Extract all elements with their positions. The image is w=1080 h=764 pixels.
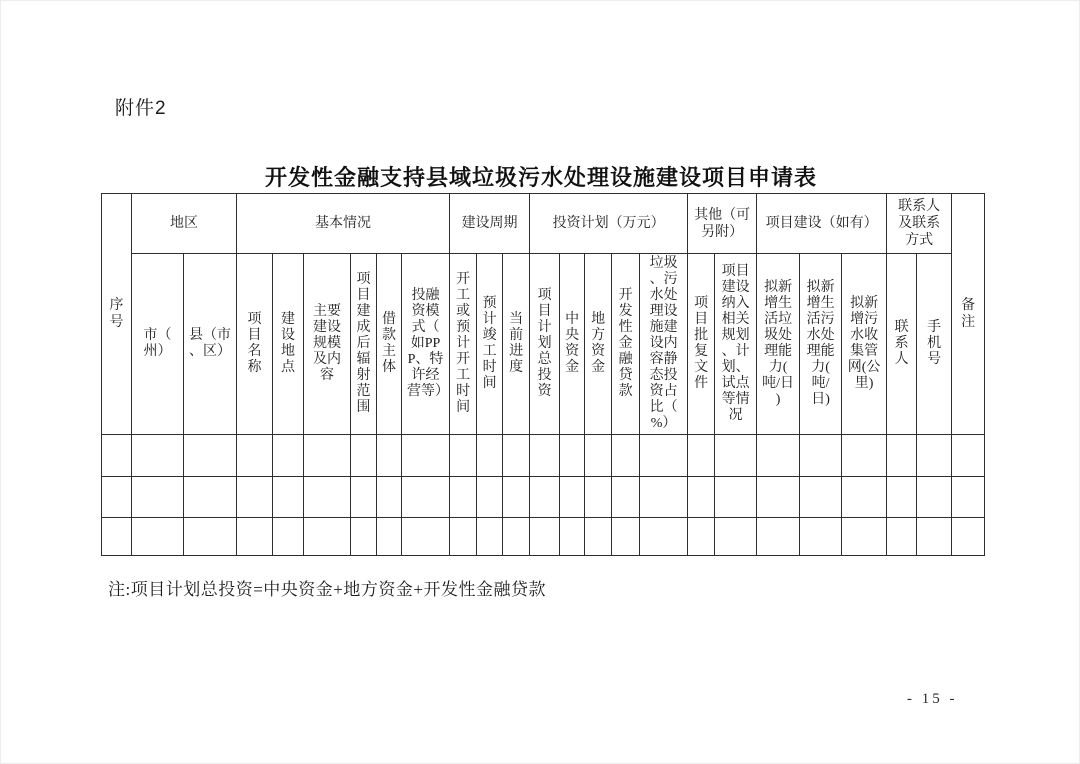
group-header-contact-info: 联系人及联系方式 (887, 194, 952, 254)
empty-cell (757, 477, 800, 518)
col-header-mobile-number: 手机号 (917, 254, 952, 435)
col-header-total-planned-investment: 项目计划总投资 (530, 254, 560, 435)
col-header-new-waste-capacity: 拟新增生活垃圾处理能力(吨/日) (757, 254, 800, 435)
empty-cell (503, 477, 530, 518)
col-header-borrower: 借款主体 (377, 254, 402, 435)
empty-cell (184, 435, 237, 477)
empty-cell (273, 518, 304, 556)
col-header-county: 县（市、区） (184, 254, 237, 435)
empty-cell (503, 518, 530, 556)
col-header-radiation-range: 项目建成后辐射范围 (351, 254, 377, 435)
col-header-scale-and-content: 主要建设规模及内容 (304, 254, 351, 435)
empty-cell (612, 518, 640, 556)
empty-cell (132, 518, 184, 556)
col-header-serial-number: 序号 (102, 194, 132, 435)
empty-cell (560, 435, 585, 477)
empty-cell (477, 518, 503, 556)
col-header-new-sewage-capacity: 拟新增生活污水处理能力(吨/日) (800, 254, 842, 435)
empty-cell (585, 435, 612, 477)
empty-cell (304, 477, 351, 518)
empty-cell (351, 435, 377, 477)
empty-cell (102, 477, 132, 518)
empty-cell (800, 477, 842, 518)
group-header-construction-period: 建设周期 (450, 194, 530, 254)
group-header-basic-info: 基本情况 (237, 194, 450, 254)
col-header-development-finance-loan: 开发性金融贷款 (612, 254, 640, 435)
group-header-other: 其他（可另附） (688, 194, 757, 254)
empty-cell (184, 518, 237, 556)
empty-cell (184, 477, 237, 518)
empty-cell (688, 518, 715, 556)
empty-cell (952, 477, 985, 518)
table-body (102, 435, 985, 556)
empty-cell (585, 518, 612, 556)
page-number: - 15 - (907, 691, 958, 707)
empty-cell (402, 435, 450, 477)
empty-cell (530, 477, 560, 518)
col-header-planning-inclusion: 项目建设纳入相关规划、计划、试点等情况 (715, 254, 757, 435)
col-header-project-name: 项目名称 (237, 254, 273, 435)
empty-cell (132, 435, 184, 477)
empty-cell (402, 477, 450, 518)
empty-cell (273, 435, 304, 477)
empty-cell (842, 477, 887, 518)
empty-cell (351, 518, 377, 556)
empty-cell (377, 477, 402, 518)
empty-cell (917, 518, 952, 556)
empty-cell (917, 477, 952, 518)
empty-cell (715, 518, 757, 556)
col-header-start-time: 开工或预计开工时间 (450, 254, 477, 435)
col-header-remarks: 备注 (952, 194, 985, 435)
empty-cell (450, 518, 477, 556)
empty-cell (503, 435, 530, 477)
empty-cell (917, 435, 952, 477)
empty-cell (612, 435, 640, 477)
empty-cell (477, 477, 503, 518)
empty-cell (757, 435, 800, 477)
empty-cell (688, 435, 715, 477)
empty-cell (640, 435, 688, 477)
attachment-label: 附件2 (115, 98, 167, 119)
empty-cell (640, 477, 688, 518)
empty-cell (237, 518, 273, 556)
empty-cell (237, 435, 273, 477)
empty-cell (800, 518, 842, 556)
table-row (102, 518, 985, 556)
empty-cell (377, 435, 402, 477)
empty-cell (560, 518, 585, 556)
col-header-current-progress: 当前进度 (503, 254, 530, 435)
empty-cell (402, 518, 450, 556)
empty-cell (887, 435, 917, 477)
group-header-region: 地区 (132, 194, 237, 254)
empty-cell (715, 435, 757, 477)
empty-cell (640, 518, 688, 556)
col-header-local-funds: 地方资金 (585, 254, 612, 435)
col-header-central-funds: 中央资金 (560, 254, 585, 435)
empty-cell (102, 518, 132, 556)
empty-cell (530, 518, 560, 556)
col-header-completion-time: 预计竣工时间 (477, 254, 503, 435)
empty-cell (887, 477, 917, 518)
empty-cell (273, 477, 304, 518)
col-header-static-investment-ratio: 垃圾、污水处理设施建设内容静态投资占比（%） (640, 254, 688, 435)
empty-cell (450, 435, 477, 477)
empty-cell (304, 435, 351, 477)
empty-cell (477, 435, 503, 477)
empty-cell (842, 435, 887, 477)
document-title: 开发性金融支持县域垃圾污水处理设施建设项目申请表 (264, 165, 817, 190)
empty-cell (237, 477, 273, 518)
empty-cell (102, 435, 132, 477)
group-header-project-construction: 项目建设（如有） (757, 194, 887, 254)
empty-cell (530, 435, 560, 477)
col-header-new-pipeline-network: 拟新增污水收集管网(公里) (842, 254, 887, 435)
empty-cell (377, 518, 402, 556)
empty-cell (612, 477, 640, 518)
footnote: 注:项目计划总投资=中央资金+地方资金+开发性金融贷款 (108, 580, 546, 599)
col-header-contact-person: 联系人 (887, 254, 917, 435)
table-row (102, 477, 985, 518)
empty-cell (715, 477, 757, 518)
empty-cell (585, 477, 612, 518)
application-table (101, 193, 985, 556)
col-header-city-state: 市（州） (132, 254, 184, 435)
group-header-investment-plan: 投资计划（万元） (530, 194, 688, 254)
empty-cell (688, 477, 715, 518)
empty-cell (132, 477, 184, 518)
empty-cell (351, 477, 377, 518)
empty-cell (450, 477, 477, 518)
col-header-approval-document: 项目批复文件 (688, 254, 715, 435)
empty-cell (842, 518, 887, 556)
empty-cell (757, 518, 800, 556)
table-row (102, 435, 985, 477)
empty-cell (560, 477, 585, 518)
col-header-financing-mode: 投融资模式（如PPP、特许经营等） (402, 254, 450, 435)
empty-cell (800, 435, 842, 477)
col-header-construction-site: 建设地点 (273, 254, 304, 435)
empty-cell (952, 435, 985, 477)
empty-cell (887, 518, 917, 556)
empty-cell (304, 518, 351, 556)
empty-cell (952, 518, 985, 556)
